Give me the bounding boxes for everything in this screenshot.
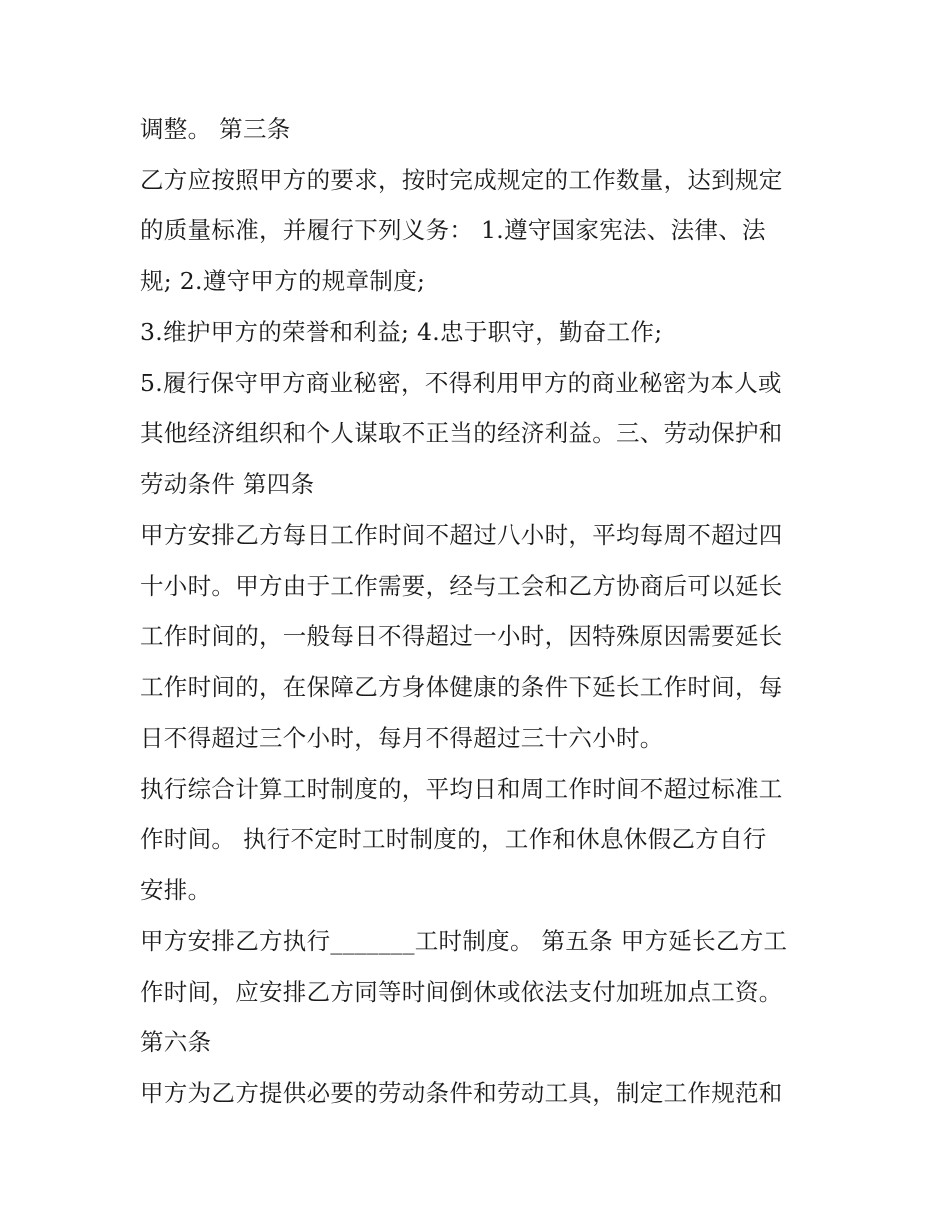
text-line: 甲方为乙方提供必要的劳动条件和劳动工具，制定工作规范和 [140,1079,783,1107]
text-line: 甲方安排乙方每日工作时间不超过八小时，平均每周不超过四 [140,521,783,549]
text-line: 工作时间的，一般每日不得超过一小时，因特殊原因需要延长 [140,622,783,650]
text-line: 的质量标准，并履行下列义务： 1.遵守国家宪法、法律、法 [140,216,766,244]
text-line: 乙方应按照甲方的要求，按时完成规定的工作数量，达到规定 [140,166,783,194]
text-line: 其他经济组织和个人谋取不正当的经济利益。三、劳动保护和 [140,419,783,447]
text-line: 安排。 [140,876,212,904]
text-line: 工作时间的，在保障乙方身体健康的条件下延长工作时间，每 [140,673,783,701]
text-line: 劳动条件 第四条 [140,470,315,498]
text-line: 作时间。 执行不定时工时制度的，工作和休息休假乙方自行 [140,825,767,853]
text-line: 十小时。甲方由于工作需要，经与工会和乙方协商后可以延长 [140,572,783,600]
text-line: 调整。 第三条 [140,115,291,143]
text-line: 执行综合计算工时制度的，平均日和周工作时间不超过标准工 [140,775,783,803]
text-line: 作时间，应安排乙方同等时间倒休或依法支付加班加点工资。 [140,978,783,1006]
text-line: 甲方安排乙方执行_______工时制度。 第五条 甲方延长乙方工 [140,927,788,955]
text-line: 日不得超过三个小时，每月不得超过三十六小时。 [140,724,664,752]
text-line: 第六条 [140,1028,212,1056]
text-line: 3.维护甲方的荣誉和利益; 4.忠于职守，勤奋工作; [140,318,663,346]
text-line: 5.履行保守甲方商业秘密，不得利用甲方的商业秘密为本人或 [140,369,782,397]
text-line: 规; 2.遵守甲方的规章制度; [140,267,426,295]
